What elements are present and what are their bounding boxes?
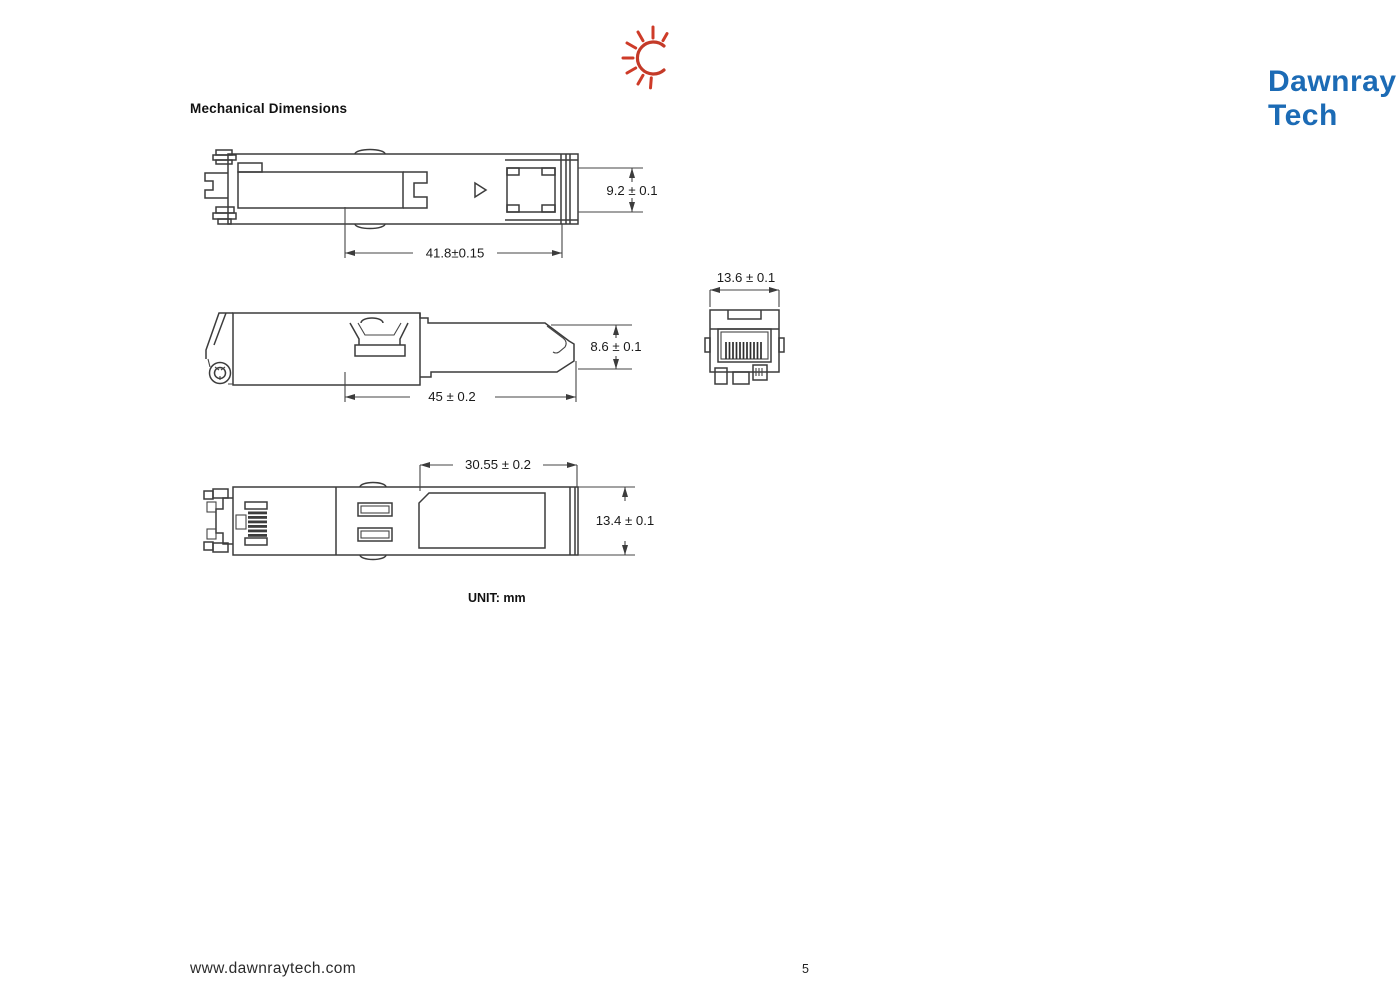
- bottom-view-label-length-dimension: [420, 457, 577, 491]
- rj45-contacts: [726, 342, 761, 359]
- front-view-width-dimension: [710, 270, 779, 307]
- top-view-length-label: 41.8±0.15: [425, 245, 485, 261]
- bottom-view-outline: [204, 483, 578, 560]
- top-view-length-dimension: [345, 207, 562, 261]
- side-view-outline: [206, 313, 574, 385]
- top-view-drawing: [195, 140, 665, 270]
- sun-icon: [618, 20, 688, 90]
- front-view-outline: [705, 310, 784, 384]
- contact-stripes: [248, 512, 267, 537]
- logo: [618, 20, 1397, 132]
- bottom-view-width-dimension: [578, 487, 654, 555]
- side-view-length-dimension: [345, 361, 576, 404]
- side-view-length-label: 45 ± 0.2: [428, 389, 476, 404]
- bottom-view-drawing: [195, 445, 665, 575]
- footer-website: www.dawnraytech.com: [190, 960, 357, 977]
- top-view-outline: [205, 150, 578, 229]
- side-view-drawing: [195, 295, 665, 410]
- bottom-view-width-label: 13.4 ± 0.1: [595, 513, 655, 528]
- page-number: 5: [802, 962, 809, 976]
- section-heading: Mechanical Dimensions: [190, 101, 348, 116]
- side-view-height-label: 8.6 ± 0.1: [590, 339, 642, 354]
- bottom-view-label-length-label: 30.55 ± 0.2: [465, 457, 531, 472]
- label-area: [419, 493, 545, 548]
- brand-text: Dawnray Tech: [1268, 65, 1397, 132]
- front-view-drawing: [693, 262, 803, 397]
- top-view-height-label: 9.2 ± 0.1: [606, 183, 658, 198]
- front-view-width-label: 13.6 ± 0.1: [716, 270, 776, 285]
- top-view-height-dimension: [578, 168, 658, 212]
- unit-note: UNIT: mm: [468, 591, 526, 605]
